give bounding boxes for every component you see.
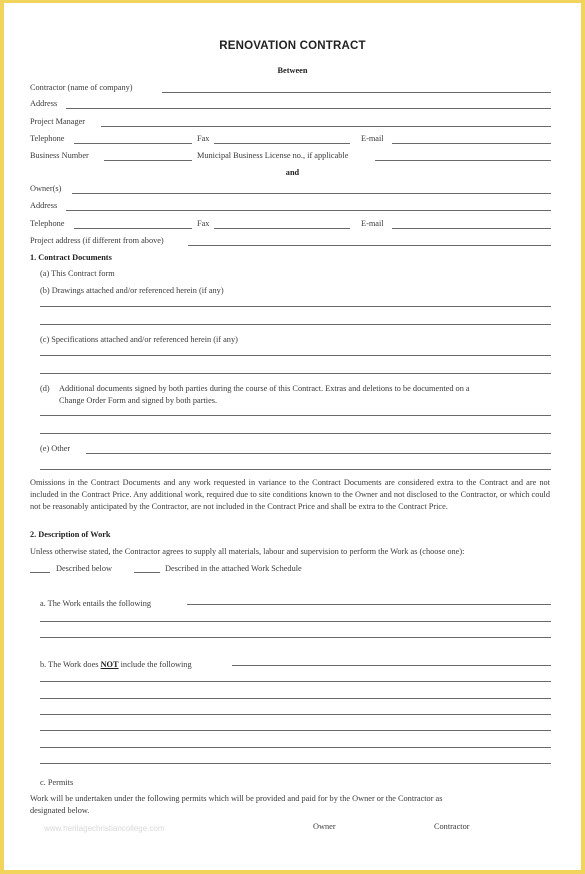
contractor-address-label: Address [30,99,58,108]
additional-docs-line-2[interactable] [40,433,551,434]
owner-telephone-label: Telephone [30,219,65,228]
contractor-email-field[interactable] [392,143,551,144]
owner-address-field[interactable] [66,210,551,211]
owner-fax-field[interactable] [214,228,350,229]
drawings-line-2[interactable] [40,324,551,325]
project-address-label: Project address (if different from above) [30,236,164,245]
contractor-name-field[interactable] [162,92,551,93]
owner-email-field[interactable] [392,228,551,229]
owner-fax-label: Fax [197,219,210,228]
municipal-license-label: Municipal Business License no., if applicable [197,151,349,160]
permits-text-line2: designated below. [30,806,90,815]
work-entails-line-3[interactable] [40,637,551,638]
watermark-text: www.heritagechristiancollege.com [44,824,165,833]
option-described-below: Described below [56,564,112,573]
other-line-1[interactable] [86,453,551,454]
contract-docs-d-marker: (d) [40,384,50,393]
contractor-column-header: Contractor [434,822,470,831]
section2-heading: 2. Description of Work [30,530,111,539]
additional-docs-line-1[interactable] [40,415,551,416]
contractor-telephone-label: Telephone [30,134,65,143]
contract-docs-e: (e) Other [40,444,71,453]
contractor-fax-label: Fax [197,134,210,143]
work-not-included-line-7[interactable] [40,763,551,764]
drawings-line-1[interactable] [40,306,551,307]
omissions-paragraph: Omissions in the Contract Documents and any work requested in variance to the Contract Documents are considered extra to the Contract and are not included in the Contract Price. Any additional work, required due to site conditions known to the Owner and not disclosed to the Contractor, or which could not be reasonably anticipated by the Contractor, are not included in the Contract Price and shall be extra to the Contract Price. [30,478,550,511]
work-entails-label: a. The Work entails the following [40,599,152,608]
project-manager-label: Project Manager [30,117,86,126]
contract-docs-b: (b) Drawings attached and/or referenced herein (if any) [40,286,224,295]
contractor-name-label: Contractor (name of company) [30,83,133,92]
page-title: RENOVATION CONTRACT [219,40,366,52]
contractor-address-field[interactable] [66,108,551,109]
and-label: and [285,168,300,177]
work-not-included-line-1[interactable] [232,665,551,666]
municipal-license-field[interactable] [375,160,551,161]
contract-docs-c: (c) Specifications attached and/or referenced herein (if any) [40,335,238,344]
contract-docs-a: (a) This Contract form [40,269,115,278]
work-not-included-line-2[interactable] [40,681,551,682]
work-not-included-line-4[interactable] [40,714,551,715]
option-work-schedule-checkbox[interactable] [134,572,160,573]
contractor-telephone-field[interactable] [74,143,192,144]
work-not-included-label: b. The Work does NOT include the following [40,660,192,669]
project-manager-field[interactable] [101,126,551,127]
contractor-fax-field[interactable] [214,143,350,144]
owner-telephone-field[interactable] [74,228,192,229]
contract-page [4,3,581,870]
between-label: Between [277,66,308,75]
section1-heading: 1. Contract Documents [30,253,112,262]
owner-column-header: Owner [313,822,336,831]
owner-email-label: E-mail [361,219,384,228]
work-not-included-line-3[interactable] [40,698,551,699]
permits-label: c. Permits [40,778,74,787]
work-not-included-line-6[interactable] [40,747,551,748]
option-work-schedule: Described in the attached Work Schedule [165,564,302,573]
work-entails-line-2[interactable] [40,621,551,622]
owners-field[interactable] [72,193,551,194]
contractor-email-label: E-mail [361,134,384,143]
contract-docs-d-line2: Change Order Form and signed by both parties. [59,396,218,405]
business-number-label: Business Number [30,151,89,160]
specs-line-2[interactable] [40,373,551,374]
permits-text-line1: Work will be undertaken under the following permits which will be provided and paid for by the Owner or the Contractor as [30,794,443,803]
option-described-below-checkbox[interactable] [30,572,50,573]
business-number-field[interactable] [104,160,192,161]
other-line-2[interactable] [40,469,551,470]
project-address-field[interactable] [188,245,551,246]
owners-label: Owner(s) [30,184,62,193]
owner-address-label: Address [30,201,58,210]
work-not-included-line-5[interactable] [40,730,551,731]
contract-docs-d-line1: Additional documents signed by both parties during the course of this Contract. Extras and deletions to be documented on a [59,384,470,393]
specs-line-1[interactable] [40,355,551,356]
work-entails-line-1[interactable] [187,604,551,605]
work-intro: Unless otherwise stated, the Contractor agrees to supply all materials, labour and supervision to perform the Work as (choose one): [30,547,465,556]
